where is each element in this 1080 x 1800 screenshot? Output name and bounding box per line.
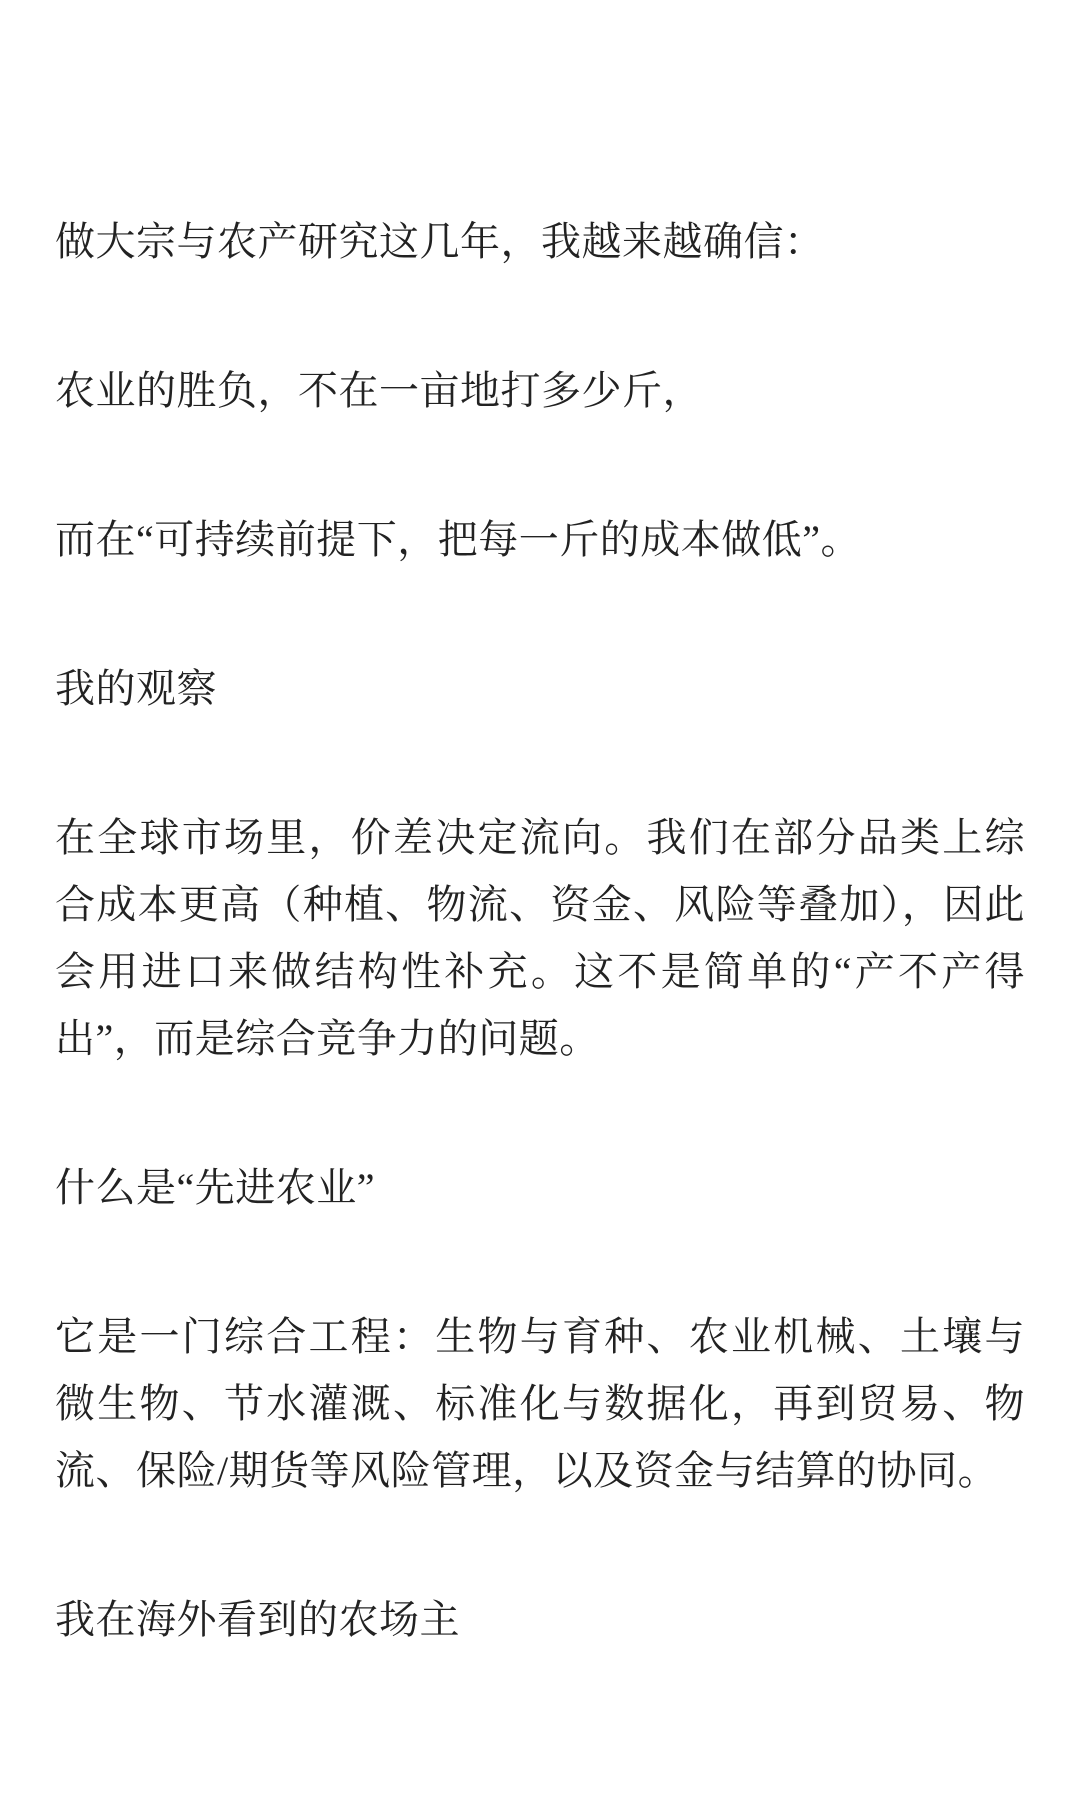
heading-my-observation: 我的观察 <box>55 666 217 711</box>
heading-advanced-agriculture: 什么是“先进农业” <box>55 1165 376 1210</box>
para-observation: 在全球市场里，价差决定流向。我们在部分品类上综合成本更高（种植、物流、资金、风险等叠加），因此会用进口来做结构性补充。这不是简单的“产不产得出”，而是综合竞争力的问题。 <box>55 815 1025 1061</box>
para-thesis-line-2: 而在“可持续前提下，把每一斤的成本做低”。 <box>55 517 862 562</box>
heading-overseas-farmers: 我在海外看到的农场主 <box>55 1597 460 1642</box>
para-advanced-agriculture: 它是一门综合工程：生物与育种、农业机械、土壤与微生物、节水灌溉、标准化与数据化，再到贸易、物流、保险/期货等风险管理，以及资金与结算的协同。 <box>55 1314 1025 1493</box>
para-intro: 做大宗与农产研究这几年，我越来越确信： <box>55 219 825 264</box>
para-thesis-line-1: 农业的胜负，不在一亩地打多少斤， <box>55 368 703 413</box>
